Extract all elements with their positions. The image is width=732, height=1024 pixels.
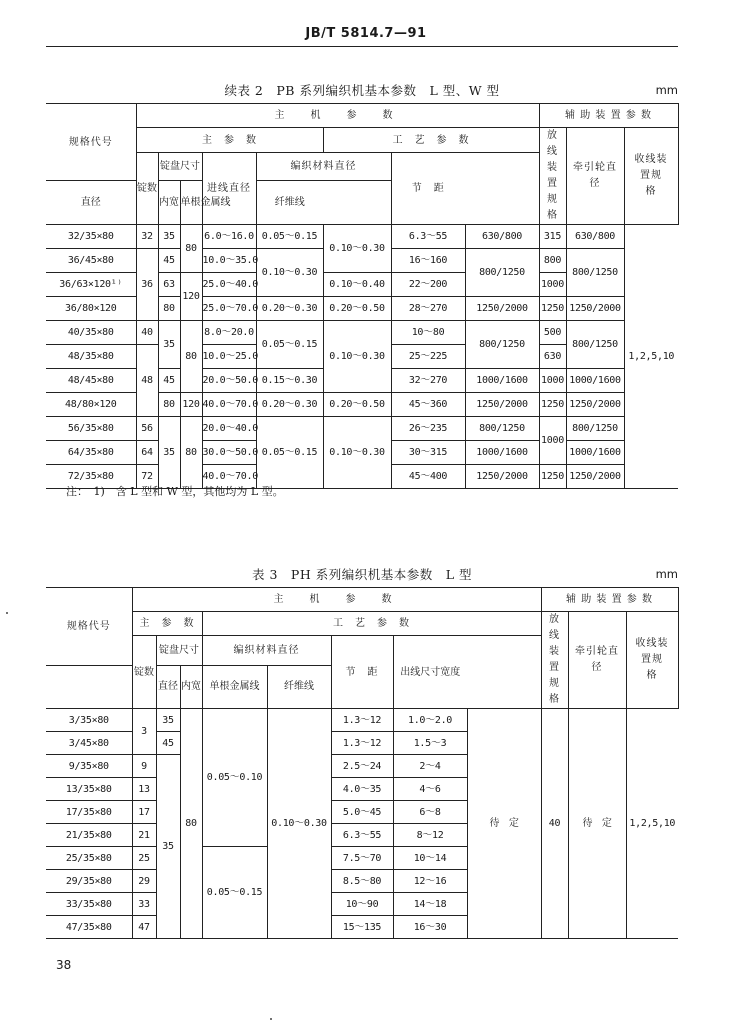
table2-cell-payoff: 1250/2000 xyxy=(465,393,539,417)
table2-cell-fiber: 0.10～0.40 xyxy=(323,273,391,297)
table3-cell-outwidth: 4～6 xyxy=(393,778,467,801)
table2-cell-code: 36/63×120¹⁾ xyxy=(46,273,136,297)
table2-cell-capstan: 630 xyxy=(539,345,566,369)
table3-header-width: 内宽 xyxy=(180,665,202,709)
table3-cell-pitch: 1.3～12 xyxy=(331,732,393,755)
table2-cell-single: 0.10～0.30 xyxy=(256,249,323,297)
table3-cell-code: 29/35×80 xyxy=(46,870,132,893)
table3-cell-code: 3/35×80 xyxy=(46,709,132,732)
table3-cell-outwidth: 1.5～3 xyxy=(393,732,467,755)
table2-cell-fiber: 0.20～0.50 xyxy=(323,297,391,321)
table2-cell-code: 72/35×80 xyxy=(46,465,136,489)
table2-cell-code: 40/35×80 xyxy=(46,321,136,345)
table2-cell-infeed: 25.0～40.0 xyxy=(202,273,256,297)
table2-cell-fiber: 0.10～0.30 xyxy=(323,321,391,393)
table2-cell-pitch: 6.3～55 xyxy=(391,225,465,249)
table3-header-takeup: 收线装置规 格 xyxy=(626,612,678,709)
table3-cell-code: 47/35×80 xyxy=(46,916,132,939)
table-row xyxy=(46,709,678,732)
table2-cell-diameter: 80 xyxy=(158,297,180,321)
table2-cell-group-sets: 1,2,5,10 xyxy=(624,225,678,489)
table2-cell-code: 64/35×80 xyxy=(46,441,136,465)
table2-unit: mm xyxy=(655,83,678,97)
table3-cell-diameter: 35 xyxy=(156,755,180,939)
table3-cell-count: 13 xyxy=(132,778,156,801)
table2-cell-payoff: 800/1250 xyxy=(465,321,539,369)
table-row xyxy=(46,225,678,249)
header-rule xyxy=(46,46,678,47)
table2-cell-pitch: 45～400 xyxy=(391,465,465,489)
table3-cell-code: 25/35×80 xyxy=(46,847,132,870)
table3-header-braid: 编织材料直径 xyxy=(202,636,331,666)
table2-cell-infeed: 6.0～16.0 xyxy=(202,225,256,249)
table2-caption-row xyxy=(46,81,678,99)
table2-header-single: 单根金属线 xyxy=(180,181,202,225)
table2-note: 注： 1) 含 L 型和 W 型，其他均为 L 型。 xyxy=(66,485,284,498)
table2-cell-code: 56/35×80 xyxy=(46,417,136,441)
table3-header-single: 单根金属线 xyxy=(202,665,267,709)
table3-cell-outwidth: 6～8 xyxy=(393,801,467,824)
table-row xyxy=(46,321,678,345)
table2-cell-payoff: 800/1250 xyxy=(465,249,539,297)
table2-cell-width: 120 xyxy=(180,273,202,321)
table2-cell-diameter: 63 xyxy=(158,273,180,297)
table2-cell-capstan: 1250 xyxy=(539,465,566,489)
table2-cell-pitch: 16～160 xyxy=(391,249,465,273)
table2-header-main: 主 机 参 数 xyxy=(136,104,539,128)
table2-cell-payoff: 1000/1600 xyxy=(465,441,539,465)
table2-header-braid: 编织材料直径 xyxy=(256,153,391,181)
table2-cell-count: 36 xyxy=(136,249,158,321)
table3-header-diameter: 直径 xyxy=(156,665,180,709)
table2-cell-count: 40 xyxy=(136,321,158,345)
table2-cell-pitch: 26～235 xyxy=(391,417,465,441)
table3-header-mainparam: 主 参 数 xyxy=(132,612,202,636)
table2-cell-count: 72 xyxy=(136,465,158,489)
table2-cell-takeup: 1250/2000 xyxy=(566,393,624,417)
table3-cell-pitch: 10～90 xyxy=(331,893,393,916)
table3-cell-pitch: 5.0～45 xyxy=(331,801,393,824)
table2-cell-capstan: 500 xyxy=(539,321,566,345)
table3-cell-payoff: 待 定 xyxy=(467,709,541,939)
table2-cell-pitch: 28～270 xyxy=(391,297,465,321)
table-row xyxy=(46,417,678,441)
table2-cell-takeup: 1000/1600 xyxy=(566,369,624,393)
table3-header-outwidth: 出线尺寸宽度 xyxy=(393,636,467,709)
table2-cell-code: 36/45×80 xyxy=(46,249,136,273)
table2-cell-width: 80 xyxy=(180,417,202,489)
table2-cell-code: 48/35×80 xyxy=(46,345,136,369)
table2-cell-capstan: 315 xyxy=(539,225,566,249)
table2-cell-capstan: 800 xyxy=(539,249,566,273)
table3-cell-pitch: 2.5～24 xyxy=(331,755,393,778)
table3-cell-pitch: 8.5～80 xyxy=(331,870,393,893)
table2-cell-takeup: 630/800 xyxy=(566,225,624,249)
table2-cell-diameter: 35 xyxy=(158,225,180,249)
table3-cell-pitch: 4.0～35 xyxy=(331,778,393,801)
table2-cell-capstan: 1250 xyxy=(539,297,566,321)
table2-cell-fiber: 0.10～0.30 xyxy=(323,417,391,489)
table2-cell-count: 32 xyxy=(136,225,158,249)
table2-header-payoff: 放线装置规 格 xyxy=(539,128,566,225)
table3-cell-outwidth: 8～12 xyxy=(393,824,467,847)
table2-cell-infeed: 40.0～70.0 xyxy=(202,465,256,489)
table2-cell-infeed: 20.0～40.0 xyxy=(202,417,256,441)
table3-title: 表 3 PH 系列编织机基本参数 L 型 xyxy=(252,567,472,582)
table2-cell-infeed: 40.0～70.0 xyxy=(202,393,256,417)
table2-cell-pitch: 22～200 xyxy=(391,273,465,297)
table2-cell-count: 64 xyxy=(136,441,158,465)
table3-cell-diameter: 35 xyxy=(156,709,180,732)
table2-header-width: 内宽 xyxy=(158,181,180,225)
table2-cell-code: 36/80×120 xyxy=(46,297,136,321)
table3-cell-takeup: 待 定 xyxy=(568,709,626,939)
table2-cell-takeup: 1250/2000 xyxy=(566,465,624,489)
table2-cell-infeed: 25.0～70.0 xyxy=(202,297,256,321)
table3-cell-pitch: 1.3～12 xyxy=(331,709,393,732)
table2-cell-count: 56 xyxy=(136,417,158,441)
table2-cell-capstan: 1250 xyxy=(539,393,566,417)
table3-cell-pitch: 6.3～55 xyxy=(331,824,393,847)
table2-cell-diameter: 80 xyxy=(158,393,180,417)
table2-cell-takeup: 800/1250 xyxy=(566,417,624,441)
table3-cell-count: 9 xyxy=(132,755,156,778)
table2-header-count: 锭数 xyxy=(136,153,158,225)
table3-cell-outwidth: 12～16 xyxy=(393,870,467,893)
table3-cell-outwidth: 10～14 xyxy=(393,847,467,870)
table3-header-capstan: 牵引轮直径 xyxy=(568,612,626,709)
table2-cell-diameter: 35 xyxy=(158,417,180,489)
table2-header-capstan: 牵引轮直径 xyxy=(566,128,624,225)
table2-cell-code: 48/80×120 xyxy=(46,393,136,417)
table2-cell-fiber: 0.20～0.50 xyxy=(323,393,391,417)
table2-cell-takeup: 1250/2000 xyxy=(566,297,624,321)
table3-header-main: 主 机 参 数 xyxy=(132,588,541,612)
table2-cell-takeup: 800/1250 xyxy=(566,321,624,369)
table3-header-disc: 锭盘尺寸 xyxy=(156,636,202,666)
table3-cell-capstan: 40 xyxy=(541,709,568,939)
table2-cell-single: 0.20～0.30 xyxy=(256,297,323,321)
table2-header-disc: 锭盘尺寸 xyxy=(158,153,202,181)
table2-cell-fiber: 0.10～0.30 xyxy=(323,225,391,273)
table2-header-mainparam: 主 参 数 xyxy=(136,128,323,153)
table3-cell-outwidth: 2～4 xyxy=(393,755,467,778)
table2 xyxy=(46,103,678,489)
table3-cell-count: 33 xyxy=(132,893,156,916)
table3-header-aux: 辅 助 装 置 参 数 xyxy=(541,588,678,612)
table3-cell-code: 3/45×80 xyxy=(46,732,132,755)
table2-cell-infeed: 10.0～35.0 xyxy=(202,249,256,273)
table2-cell-payoff: 1250/2000 xyxy=(465,297,539,321)
table2-cell-diameter: 45 xyxy=(158,369,180,393)
table2-header-aux: 辅 助 装 置 参 数 xyxy=(539,104,678,128)
table3-cell-code: 13/35×80 xyxy=(46,778,132,801)
table3-cell-single: 0.05～0.10 xyxy=(202,709,267,847)
table2-title: 续表 2 PB 系列编织机基本参数 L 型、W 型 xyxy=(224,83,500,98)
table3-cell-pitch: 7.5～70 xyxy=(331,847,393,870)
table2-cell-payoff: 630/800 xyxy=(465,225,539,249)
table2-cell-infeed: 10.0～25.0 xyxy=(202,345,256,369)
table3-header-count: 锭数 xyxy=(132,636,156,709)
table2-cell-code: 48/45×80 xyxy=(46,369,136,393)
table2-cell-single: 0.20～0.30 xyxy=(256,393,323,417)
table3-cell-code: 21/35×80 xyxy=(46,824,132,847)
table2-cell-payoff: 1000/1600 xyxy=(465,369,539,393)
table2-cell-payoff: 800/1250 xyxy=(465,417,539,441)
table3-header-code-sub xyxy=(46,665,132,709)
table2-cell-width: 80 xyxy=(180,225,202,273)
table3-caption-row xyxy=(46,565,678,583)
table3-header-pitch: 节 距 xyxy=(331,636,393,709)
table2-header-fiber: 纤维线 xyxy=(256,181,323,225)
table3-cell-count: 17 xyxy=(132,801,156,824)
table3-cell-code: 9/35×80 xyxy=(46,755,132,778)
table2-cell-diameter: 45 xyxy=(158,249,180,273)
table2-header-code: 规格代号 xyxy=(46,104,136,181)
table3-cell-outwidth: 16～30 xyxy=(393,916,467,939)
table2-header-diameter: 直径 xyxy=(46,181,136,225)
table3-cell-count: 29 xyxy=(132,870,156,893)
table2-header-infeed: 进线直径 xyxy=(202,153,256,225)
table3-header-payoff: 放线装置规 格 xyxy=(541,612,568,709)
standard-header: JB/T 5814.7—91 xyxy=(305,26,427,41)
table3-cell-count: 47 xyxy=(132,916,156,939)
table3-cell-outwidth: 1.0～2.0 xyxy=(393,709,467,732)
table2-cell-capstan: 1000 xyxy=(539,369,566,393)
table3 xyxy=(46,587,678,939)
table3-cell-single: 0.05～0.15 xyxy=(202,847,267,939)
table2-cell-capstan: 1000 xyxy=(539,417,566,465)
page-number: 38 xyxy=(56,958,72,972)
table3-unit: mm xyxy=(655,567,678,581)
table3-cell-diameter: 45 xyxy=(156,732,180,755)
table3-cell-count: 25 xyxy=(132,847,156,870)
table2-cell-width: 80 xyxy=(180,321,202,393)
table2-cell-pitch: 45～360 xyxy=(391,393,465,417)
table3-cell-fiber: 0.10～0.30 xyxy=(267,709,331,939)
table2-cell-pitch: 10～80 xyxy=(391,321,465,345)
table3-header-process: 工 艺 参 数 xyxy=(202,612,541,636)
table2-cell-infeed: 8.0～20.0 xyxy=(202,321,256,345)
table3-header-code: 规格代号 xyxy=(46,588,132,666)
scan-speck xyxy=(270,1018,272,1020)
table2-cell-pitch: 30～315 xyxy=(391,441,465,465)
table2-cell-takeup: 1000/1600 xyxy=(566,441,624,465)
table2-cell-diameter: 35 xyxy=(158,321,180,369)
table3-cell-code: 17/35×80 xyxy=(46,801,132,824)
table2-cell-capstan: 1000 xyxy=(539,273,566,297)
table3-cell-outwidth: 14～18 xyxy=(393,893,467,916)
table2-cell-code: 32/35×80 xyxy=(46,225,136,249)
table2-cell-infeed: 20.0～50.0 xyxy=(202,369,256,393)
table2-cell-single: 0.15～0.30 xyxy=(256,369,323,393)
table3-header-fiber: 纤维线 xyxy=(267,665,331,709)
table3-cell-count: 21 xyxy=(132,824,156,847)
table2-header-pitch: 节 距 xyxy=(391,153,465,225)
table2-header-process: 工 艺 参 数 xyxy=(323,128,539,153)
table2-cell-single: 0.05～0.15 xyxy=(256,417,323,489)
table3-cell-pitch: 15～135 xyxy=(331,916,393,939)
table2-cell-count: 48 xyxy=(136,345,158,417)
table2-cell-single: 0.05～0.15 xyxy=(256,321,323,369)
table2-cell-payoff: 1250/2000 xyxy=(465,465,539,489)
table2-cell-pitch: 25～225 xyxy=(391,345,465,369)
table2-header-takeup: 收线装置规 格 xyxy=(624,128,678,225)
table2-cell-width: 120 xyxy=(180,393,202,417)
table2-cell-infeed: 30.0～50.0 xyxy=(202,441,256,465)
table2-cell-pitch: 32～270 xyxy=(391,369,465,393)
scan-speck xyxy=(6,612,8,614)
table2-cell-single: 0.05～0.15 xyxy=(256,225,323,249)
table3-cell-code: 33/35×80 xyxy=(46,893,132,916)
table3-cell-width: 80 xyxy=(180,709,202,939)
table3-cell-group-sets: 1,2,5,10 xyxy=(626,709,678,939)
table3-cell-count: 3 xyxy=(132,709,156,755)
table2-cell-takeup: 800/1250 xyxy=(566,249,624,297)
